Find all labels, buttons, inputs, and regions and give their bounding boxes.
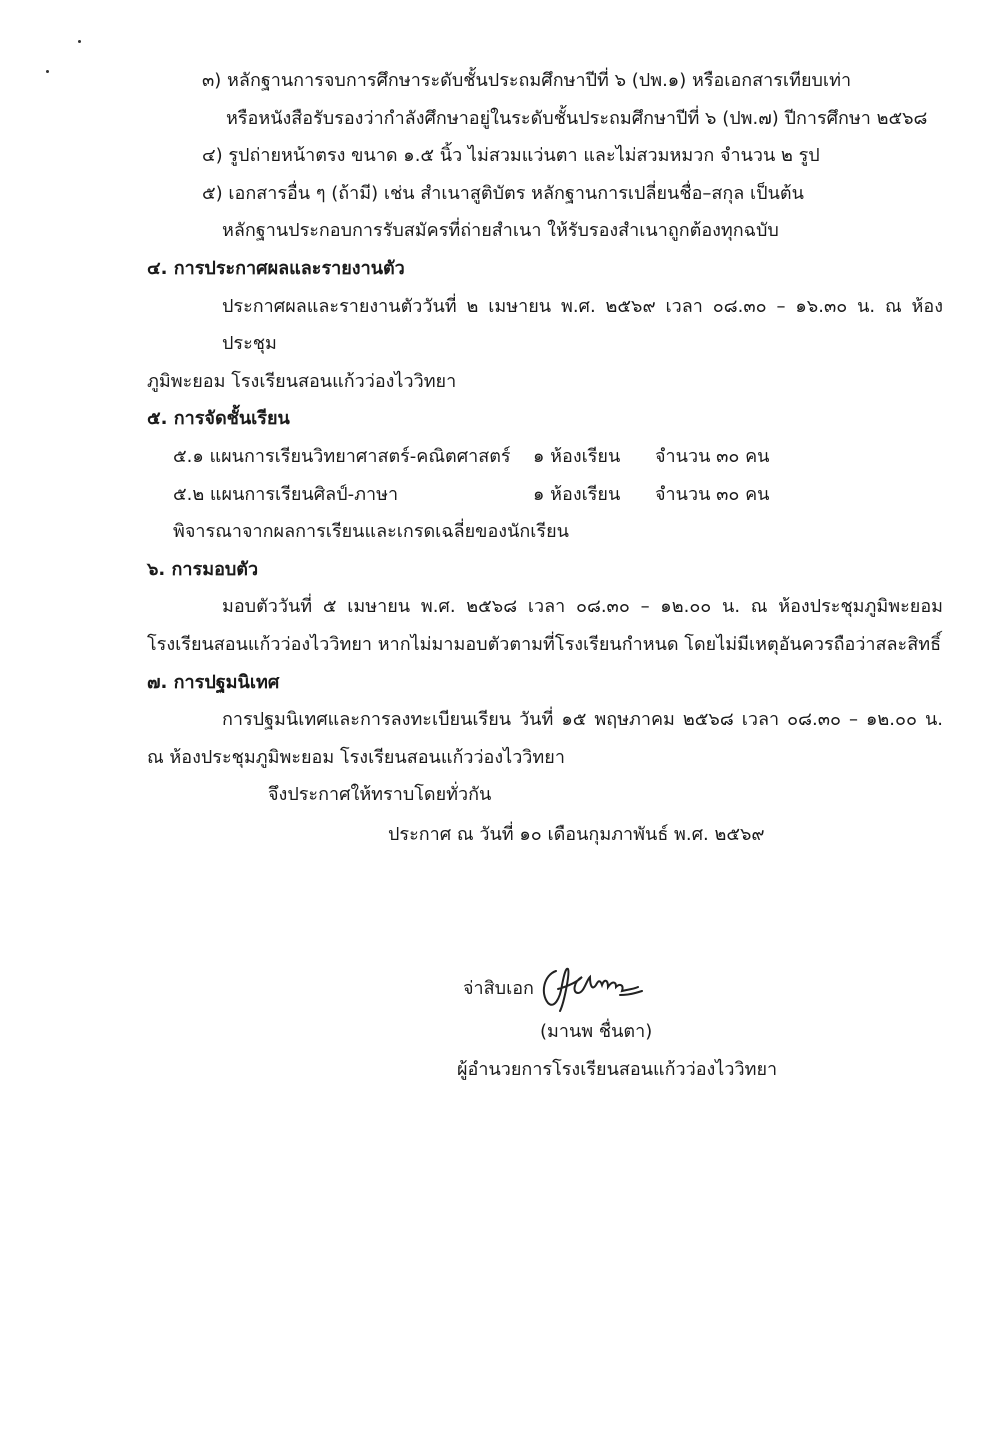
- signer-name: (มานพ ชื่นตา): [540, 1021, 653, 1043]
- class-count-1: จำนวน ๓๐ คน: [655, 445, 770, 467]
- section-4-line-1: ประกาศผลและรายงานตัววันที่ ๒ เมษายน พ.ศ. ๒๕๖๙ เวลา ๐๘.๓๐ – ๑๖.๓๐ น. ณ ห้องประชุม: [222, 295, 943, 355]
- section-4-heading: ๔. การประกาศผลและรายงานตัว: [147, 257, 405, 279]
- class-row-2: [173, 476, 963, 514]
- section-7-line-2: ณ ห้องประชุมภูมิพะยอม โรงเรียนสอนแก้วว่องไววิทยา: [147, 746, 565, 768]
- signature-line: [463, 963, 1003, 1013]
- class-plan-2: ๕.๒ แผนการเรียนศิลป์-ภาษา: [173, 483, 399, 505]
- handwritten-signature: [538, 963, 658, 1013]
- section-7-line-1: การปฐมนิเทศและการลงทะเบียนเรียน วันที่ ๑๕ พฤษภาคม ๒๕๖๘ เวลา ๐๘.๓๐ – ๑๒.๐๐ น.: [222, 709, 943, 731]
- signer-position: ผู้อำนวยการโรงเรียนสอนแก้วว่องไววิทยา: [457, 1059, 778, 1081]
- section-5-note: พิจารณาจากผลการเรียนและเกรดเฉลี่ยของนักเรียน: [173, 521, 569, 543]
- section-6-line-2: โรงเรียนสอนแก้วว่องไววิทยา หากไม่มามอบตัวตามที่โรงเรียนกำหนด โดยไม่มีเหตุอันควรถือว่าสละสิทธิ์: [147, 633, 942, 655]
- class-plan-1: ๕.๑ แผนการเรียนวิทยาศาสตร์-คณิตศาสตร์: [173, 445, 511, 467]
- item-3-line-2: หรือหนังสือรับรองว่ากำลังศึกษาอยู่ในระดับชั้นประถมศึกษาปีที่ ๖ (ปพ.๗) ปีการศึกษา ๒๕๖๘: [226, 107, 928, 129]
- section-6-line-1: มอบตัววันที่ ๕ เมษายน พ.ศ. ๒๕๖๘ เวลา ๐๘.๓๐ – ๑๒.๐๐ น. ณ ห้องประชุมภูมิพะยอม: [222, 596, 943, 618]
- section-7-heading: ๗. การปฐมนิเทศ: [147, 671, 280, 693]
- class-row-1: [173, 438, 963, 476]
- section-5-heading: ๕. การจัดชั้นเรียน: [147, 408, 290, 430]
- class-rooms-2: ๑ ห้องเรียน: [533, 483, 621, 505]
- item-4: ๔) รูปถ่ายหน้าตรง ขนาด ๑.๕ นิ้ว ไม่สวมแว่นตา และไม่สวมหมวก จำนวน ๒ รูป: [202, 145, 820, 167]
- class-count-2: จำนวน ๓๐ คน: [655, 483, 770, 505]
- section-6-heading: ๖. การมอบตัว: [147, 558, 259, 580]
- section-4-line-2: ภูมิพะยอม โรงเรียนสอนแก้วว่องไววิทยา: [147, 370, 457, 392]
- copy-note: หลักฐานประกอบการรับสมัครที่ถ่ายสำเนา ให้รับรองสำเนาถูกต้องทุกฉบับ: [222, 220, 779, 242]
- announcement-date: ประกาศ ณ วันที่ ๑๐ เดือนกุมภาพันธ์ พ.ศ. ๒๕๖๙: [388, 823, 765, 845]
- class-rooms-1: ๑ ห้องเรียน: [533, 445, 621, 467]
- signer-rank: จ่าสิบเอก: [463, 977, 534, 999]
- closing-text: จึงประกาศให้ทราบโดยทั่วกัน: [268, 784, 492, 806]
- item-5: ๕) เอกสารอื่น ๆ (ถ้ามี) เช่น สำเนาสูติบัตร หลักฐานการเปลี่ยนชื่อ–สกุล เป็นต้น: [202, 182, 804, 204]
- signature-block: [0, 963, 1003, 1088]
- item-3-line-1: ๓) หลักฐานการจบการศึกษาระดับชั้นประถมศึกษาปีที่ ๖ (ปพ.๑) หรือเอกสารเทียบเท่า: [202, 70, 852, 91]
